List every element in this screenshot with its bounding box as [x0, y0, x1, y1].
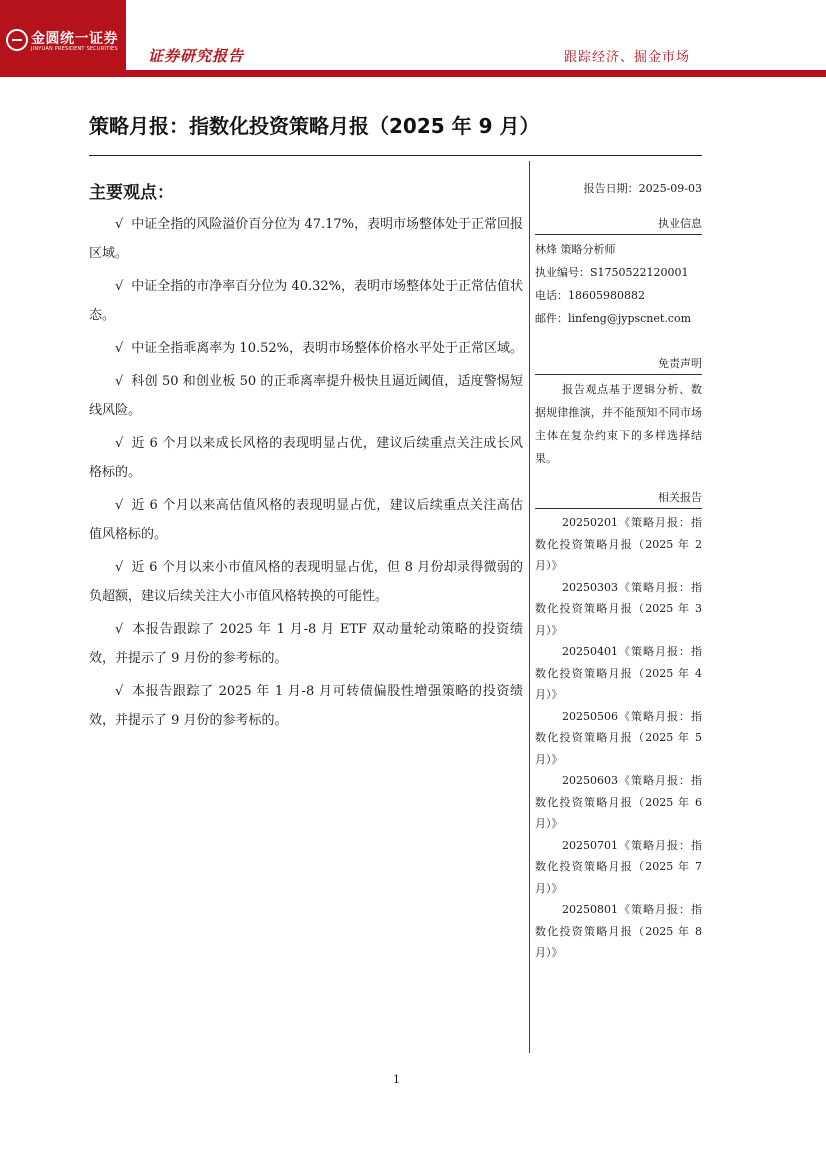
key-point-text: 本报告跟踪了 2025 年 1 月-8 月 ETF 双动量轮动策略的投资绩效，并提示了 9 月份的参考标的。 — [89, 622, 523, 666]
page-number: 1 — [393, 1073, 400, 1086]
disclaimer-heading-block — [535, 355, 702, 375]
report-type-label: 证券研究报告 — [148, 47, 245, 65]
check-mark-icon: √ — [115, 684, 124, 699]
check-mark-icon: √ — [115, 217, 124, 232]
key-point-item — [89, 367, 523, 425]
brand-logo-text: 金圆统一证券 — [31, 31, 118, 47]
related-report-item: 20250201《策略月报：指数化投资策略月报（2025 年 2 月）》 — [535, 516, 702, 572]
key-point-text: 近 6 个月以来高估值风格的表现明显占优，建议后续重点关注高估值风格标的。 — [89, 498, 523, 542]
key-point-text: 中证全指乖离率为 10.52%，表明市场整体价格水平处于正常区域。 — [131, 341, 523, 356]
key-point-item — [89, 491, 523, 549]
related-heading-block — [535, 489, 702, 509]
column-divider — [529, 161, 530, 1053]
check-mark-icon: √ — [115, 374, 124, 389]
key-point-text: 本报告跟踪了 2025 年 1 月-8 月可转债偏股性增强策略的投资绩效，并提示了 9 月份的参考标的。 — [89, 684, 523, 728]
related-report-item: 20250506《策略月报：指数化投资策略月报（2025 年 5 月）》 — [535, 709, 702, 766]
related-report-item: 20250801《策略月报：指数化投资策略月报（2025 年 8 月）》 — [535, 903, 702, 959]
analyst-email: 邮件：linfeng@jypscnet.com — [535, 312, 692, 325]
key-point-item — [89, 553, 523, 611]
brand-logo-subtext: JINYUAN PRESIDENT SECURITIES — [31, 46, 118, 52]
analyst-license: 执业编号：S1750522120001 — [535, 266, 689, 279]
related-report-item: 20250401《策略月报：指数化投资策略月报（2025 年 4 月）》 — [535, 645, 702, 701]
key-point-item — [89, 272, 523, 330]
header-slogan: 跟踪经济、掘金市场 — [564, 50, 691, 65]
analyst-info — [535, 238, 702, 330]
key-point-text: 近 6 个月以来小市值风格的表现明显占优，但 8 月份却录得微弱的负超额，建议后续关注大小市值风格转换的可能性。 — [89, 560, 523, 604]
key-point-text: 科创 50 和创业板 50 的正乖离率提升极快且逼近阈值，适度警惕短线风险。 — [89, 374, 523, 418]
report-date: 报告日期：2025-09-03 — [583, 182, 702, 195]
key-point-text: 近 6 个月以来成长风格的表现明显占优，建议后续重点关注成长风格标的。 — [89, 436, 523, 480]
check-mark-icon: √ — [115, 341, 124, 356]
header-rule — [126, 70, 826, 77]
key-point-item — [89, 210, 523, 268]
section-title: 主要观点： — [89, 183, 174, 203]
analyst-name: 林烽 策略分析师 — [535, 243, 616, 256]
title-divider — [89, 155, 702, 156]
disclaimer-heading: 免责声明 — [535, 355, 702, 375]
key-point-item — [89, 677, 523, 735]
disclaimer-text: 报告观点基于逻辑分析、数据规律推演，并不能预知不同市场主体在复杂约束下的多样选择结果。 — [535, 383, 702, 465]
analyst-heading: 执业信息 — [535, 215, 702, 235]
related-report-item: 20250303《策略月报：指数化投资策略月报（2025 年 3 月）》 — [535, 580, 702, 637]
check-mark-icon: √ — [115, 279, 124, 294]
analyst-phone: 电话：18605980882 — [535, 289, 645, 302]
related-heading: 相关报告 — [535, 489, 702, 509]
related-report-item: 20250701《策略月报：指数化投资策略月报（2025 年 7 月）》 — [535, 838, 702, 895]
brand-logo-block — [0, 0, 126, 77]
key-point-item — [89, 615, 523, 673]
check-mark-icon: √ — [115, 622, 124, 637]
analyst-heading-block — [535, 215, 702, 235]
related-report-item: 20250603《策略月报：指数化投资策略月报（2025 年 6 月）》 — [535, 774, 702, 830]
key-point-text: 中证全指的风险溢价百分位为 47.17%，表明市场整体处于正常回报区域。 — [89, 217, 523, 261]
key-point-item — [89, 429, 523, 487]
key-point-item — [89, 334, 523, 363]
document-title: 策略月报：指数化投资策略月报（2025 年 9 月） — [89, 114, 540, 138]
check-mark-icon: √ — [115, 560, 124, 575]
related-reports-list — [535, 512, 702, 964]
check-mark-icon: √ — [115, 436, 124, 451]
key-point-text: 中证全指的市净率百分位为 40.32%，表明市场整体处于正常估值状态。 — [89, 279, 523, 323]
brand-emblem-icon — [6, 29, 28, 51]
key-points-list — [89, 210, 523, 739]
check-mark-icon: √ — [115, 498, 124, 513]
